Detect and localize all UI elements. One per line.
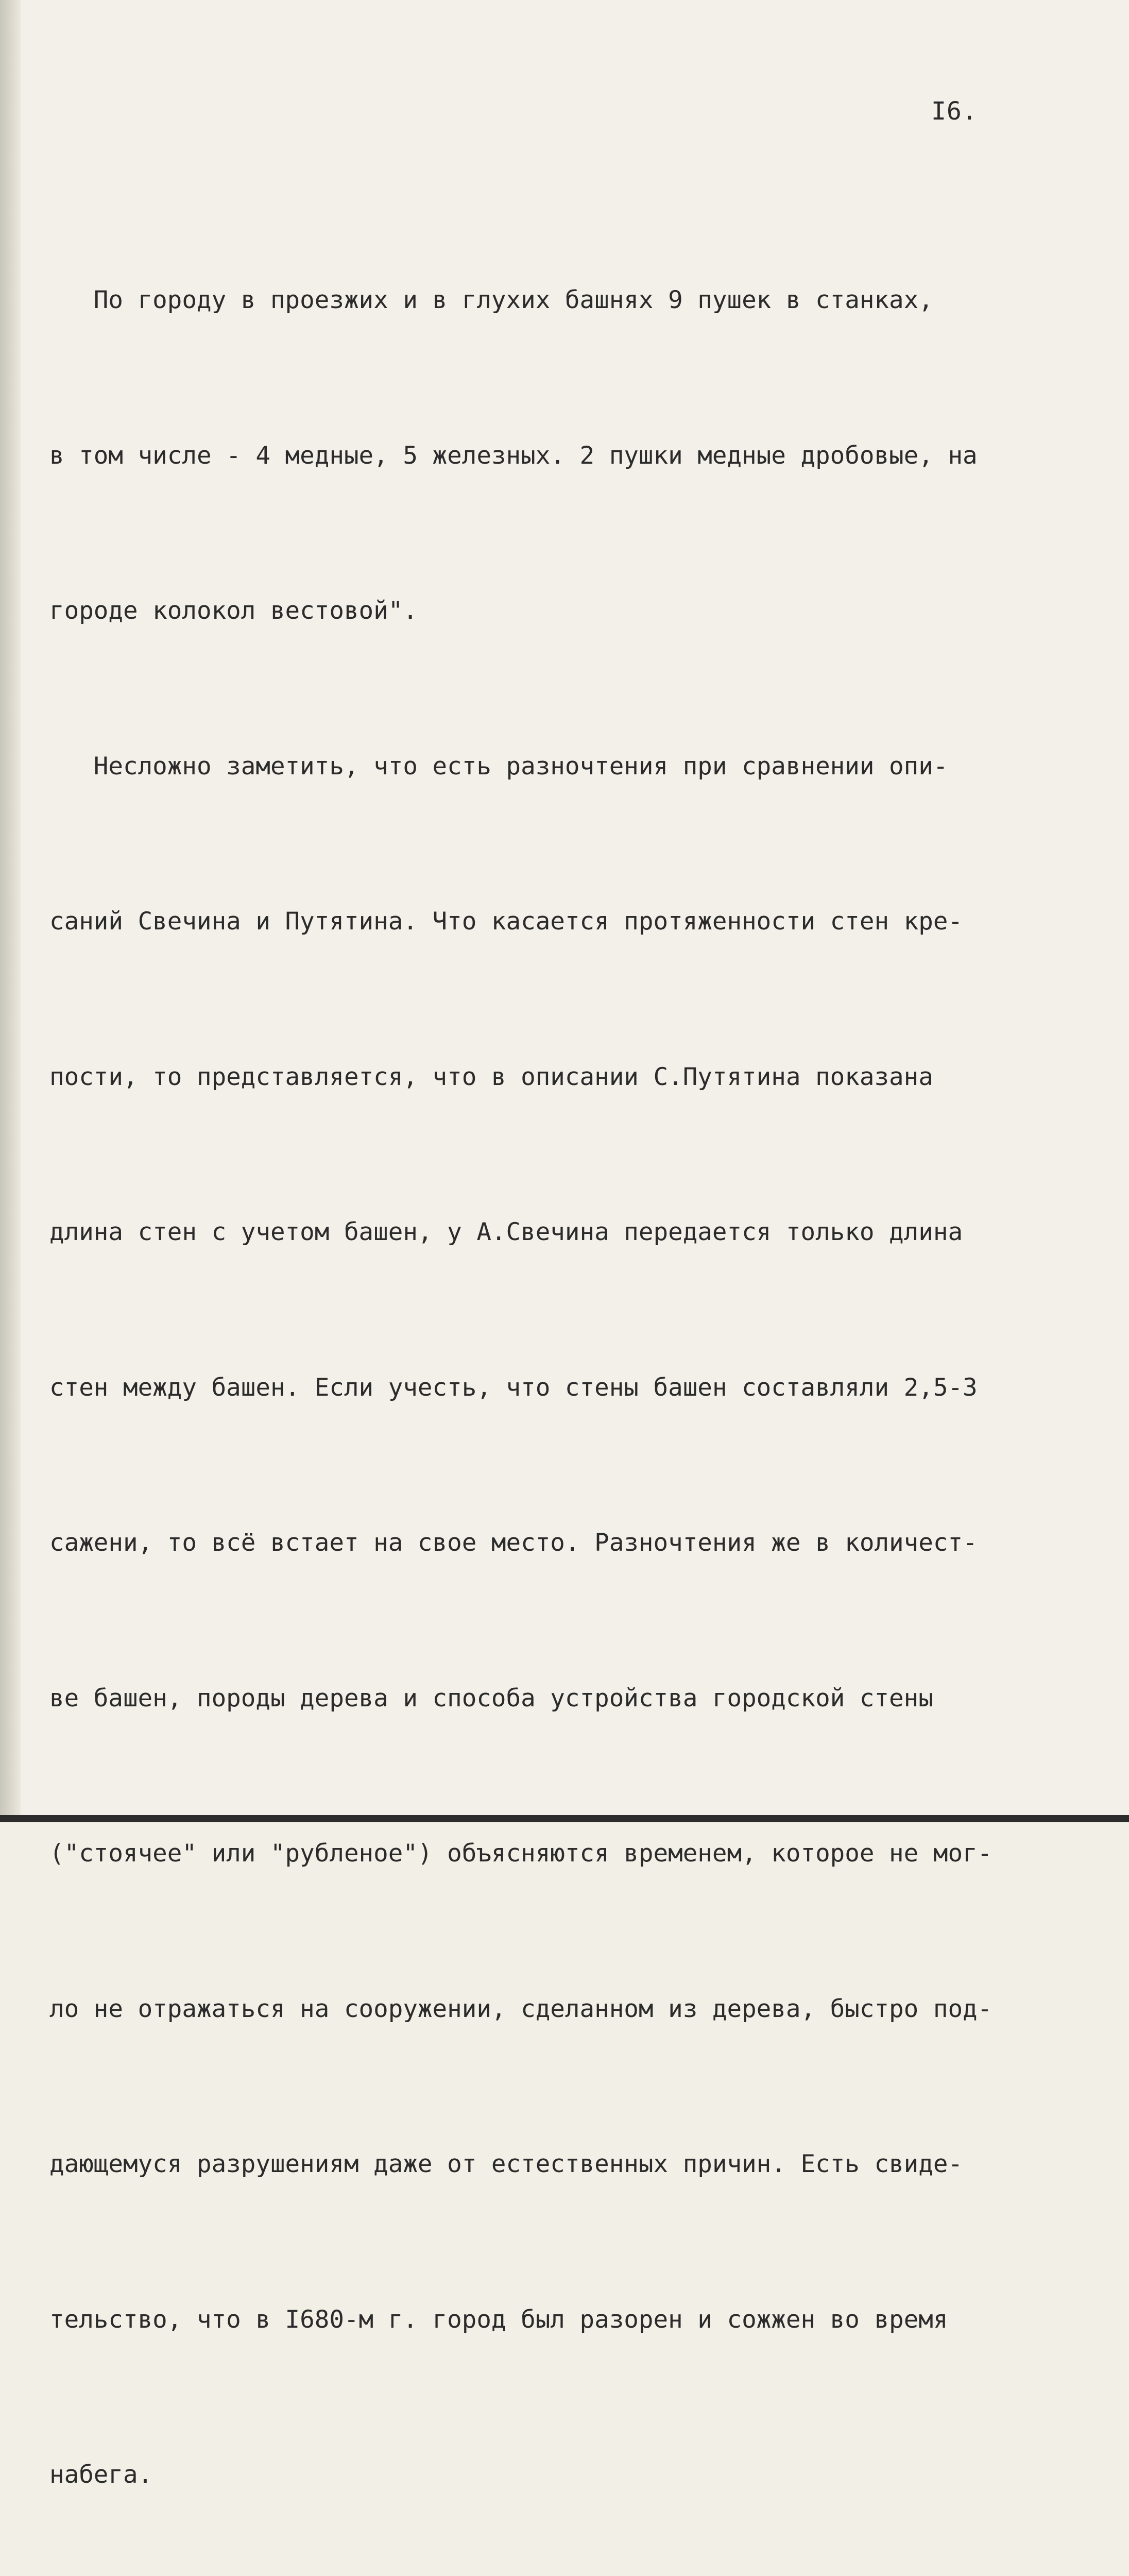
text-line: ло не отражаться на сооружении, сделанном из дерева, быстро под- <box>49 1994 993 2023</box>
page-number: I6. <box>931 97 978 126</box>
text-line: стен между башен. Если учесть, что стены башен составляли 2,5-3 <box>49 1373 978 1402</box>
body-text <box>49 171 1074 2576</box>
text-line: длина стен с учетом башен, у А.Свечина передается только длина <box>49 1218 963 1246</box>
text-line: городе колокол вестовой". <box>49 597 418 625</box>
text-line: ве башен, породы дерева и способа устройства городской стены <box>49 1684 933 1713</box>
text-line: дающемуся разрушениям даже от естественных причин. Есть свиде- <box>49 2150 963 2178</box>
text-line: пости, то представляется, что в описании С.Путятина показана <box>49 1062 933 1091</box>
text-line: тельство, что в I680-м г. город был разорен и сожжен во время <box>49 2305 948 2334</box>
text-line: набега. <box>49 2461 153 2489</box>
text-line: саний Свечина и Путятина. Что касается протяженности стен кре- <box>49 907 963 936</box>
text-line: ("стоячее" или "рубленое") объясняются временем, которое не мог- <box>49 1839 993 1868</box>
page-binding-edge <box>0 0 21 1822</box>
text-line: Несложно заметить, что есть разночтения при сравнении опи- <box>49 752 948 781</box>
text-line: сажени, то всё встает на свое место. Разночтения же в количест- <box>49 1529 978 1557</box>
page-bottom-edge <box>0 1815 1129 1822</box>
text-line: в том числе - 4 медные, 5 железных. 2 пушки медные дробовые, на <box>49 441 978 470</box>
text-line: По городу в проезжих и в глухих башнях 9 пушек в станках, <box>49 286 933 314</box>
